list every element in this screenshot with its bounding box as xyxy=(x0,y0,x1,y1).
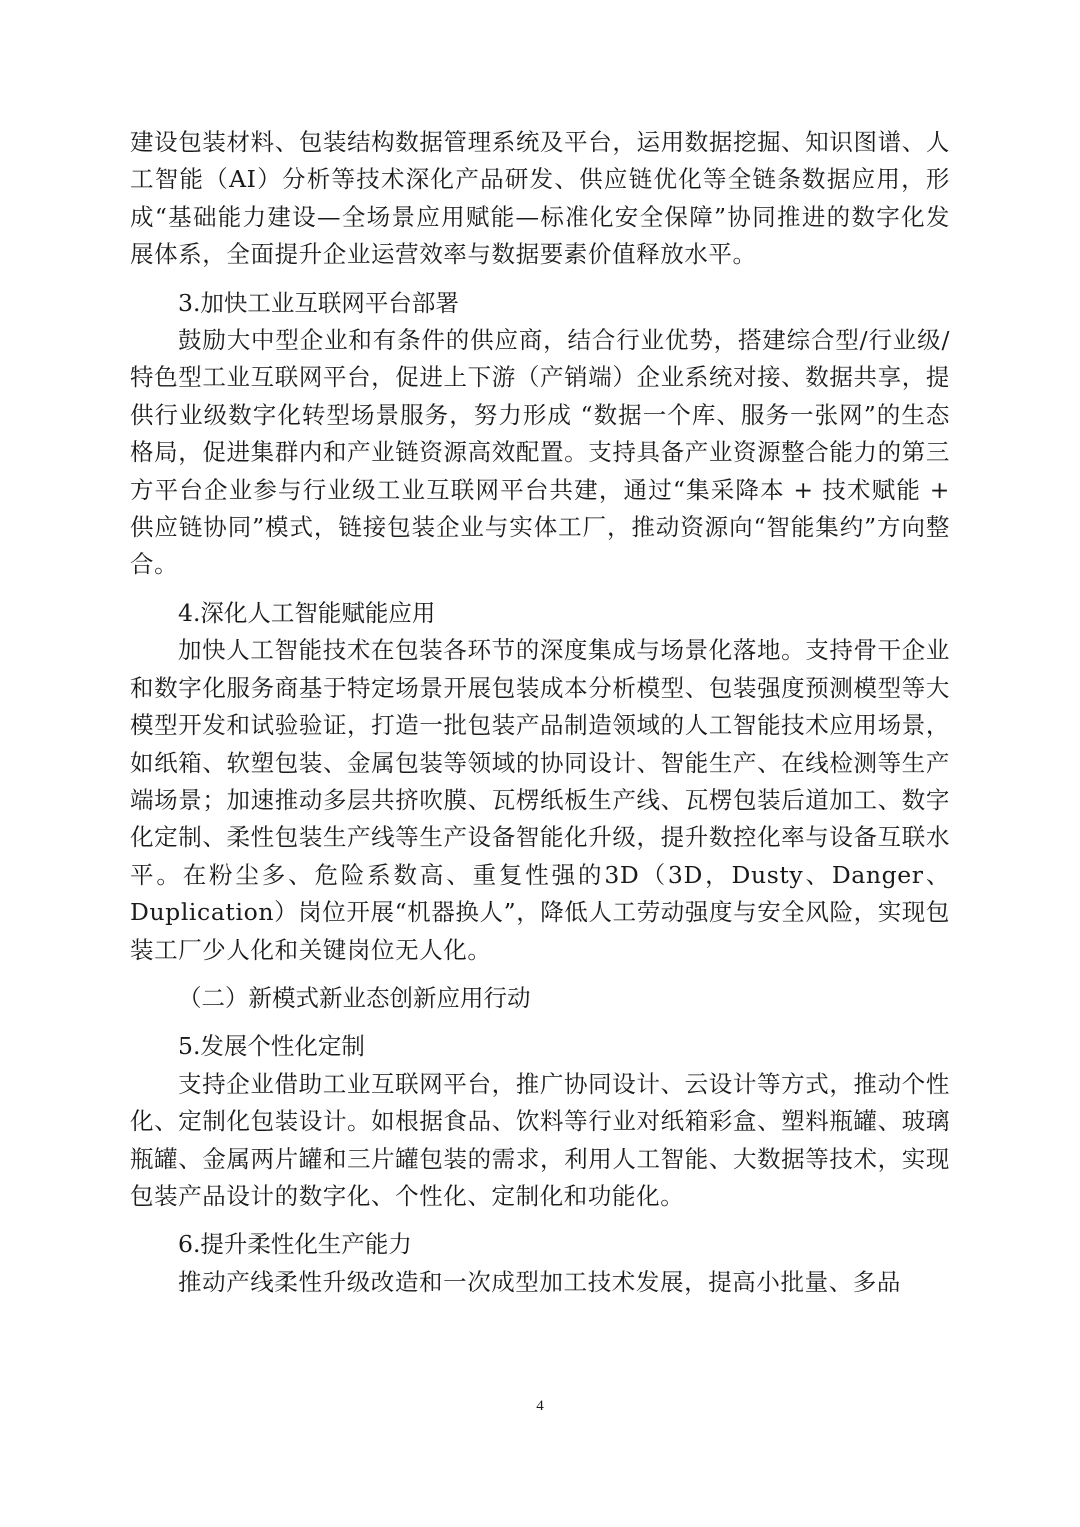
subsection-heading: 6.提升柔性化生产能力 xyxy=(178,1230,412,1259)
document-body xyxy=(130,124,950,1301)
body-paragraph: 支持企业借助工业互联网平台，推广协同设计、云设计等方式，推动个性化、定制化包装设计。如根据食品、饮料等行业对纸箱彩盒、塑料瓶罐、玻璃瓶罐、金属两片罐和三片罐包装的需求，利用人工智能、大数据等技术，实现包装产品设计的数字化、个性化、定制化和功能化。 xyxy=(130,1069,950,1210)
section-heading: （二）新模式新业态创新应用行动 xyxy=(178,983,531,1012)
body-paragraph: 建设包装材料、包装结构数据管理系统及平台，运用数据挖掘、知识图谱、人工智能（AI）分析等技术深化产品研发、供应链优化等全链条数据应用，形成“基础能力建设—全场景应用赋能—标准化安全保障”协同推进的数字化发展体系，全面提升企业运营效率与数据要素价值释放水平。 xyxy=(130,128,950,269)
page-number: 4 xyxy=(536,1398,544,1414)
body-paragraph: 鼓励大中型企业和有条件的供应商，结合行业优势，搭建综合型/行业级/特色型工业互联网平台，促进上下游（产销端）企业系统对接、数据共享，提供行业级数字化转型场景服务，努力形成 “数据一个库、服务一张网”的生态格局，促进集群内和产业链资源高效配置。支持具备产业资源整合能力的第三方平台企业参与行业级工业互联网平台共建，通过“集采降本 + 技术赋能 + 供应链协同”模式，链接包装企业与实体工厂，推动资源向“智能集约”方向整合。 xyxy=(130,326,950,579)
body-paragraph: 加快人工智能技术在包装各环节的深度集成与场景化落地。支持骨干企业和数字化服务商基于特定场景开展包装成本分析模型、包装强度预测模型等大模型开发和试验验证，打造一批包装产品制造领域的人工智能技术应用场景，如纸箱、软塑包装、金属包装等领域的协同设计、智能生产、在线检测等生产端场景；加速推动多层共挤吹膜、瓦楞纸板生产线、瓦楞包装后道加工、数字化定制、柔性包装生产线等生产设备智能化升级，提升数控化率与设备互联水平。在粉尘多、危险系数高、重复性强的3D（3D，Dusty、Danger、Duplication）岗位开展“机器换人”，降低人工劳动强度与安全风险，实现包装工厂少人化和关键岗位无人化。 xyxy=(130,636,950,964)
subsection-heading: 5.发展个性化定制 xyxy=(178,1032,365,1061)
subsection-heading: 3.加快工业互联网平台部署 xyxy=(178,288,459,317)
body-paragraph: 推动产线柔性升级改造和一次成型加工技术发展，提高小批量、多品 xyxy=(178,1267,901,1296)
subsection-heading: 4.深化人工智能赋能应用 xyxy=(178,598,436,627)
